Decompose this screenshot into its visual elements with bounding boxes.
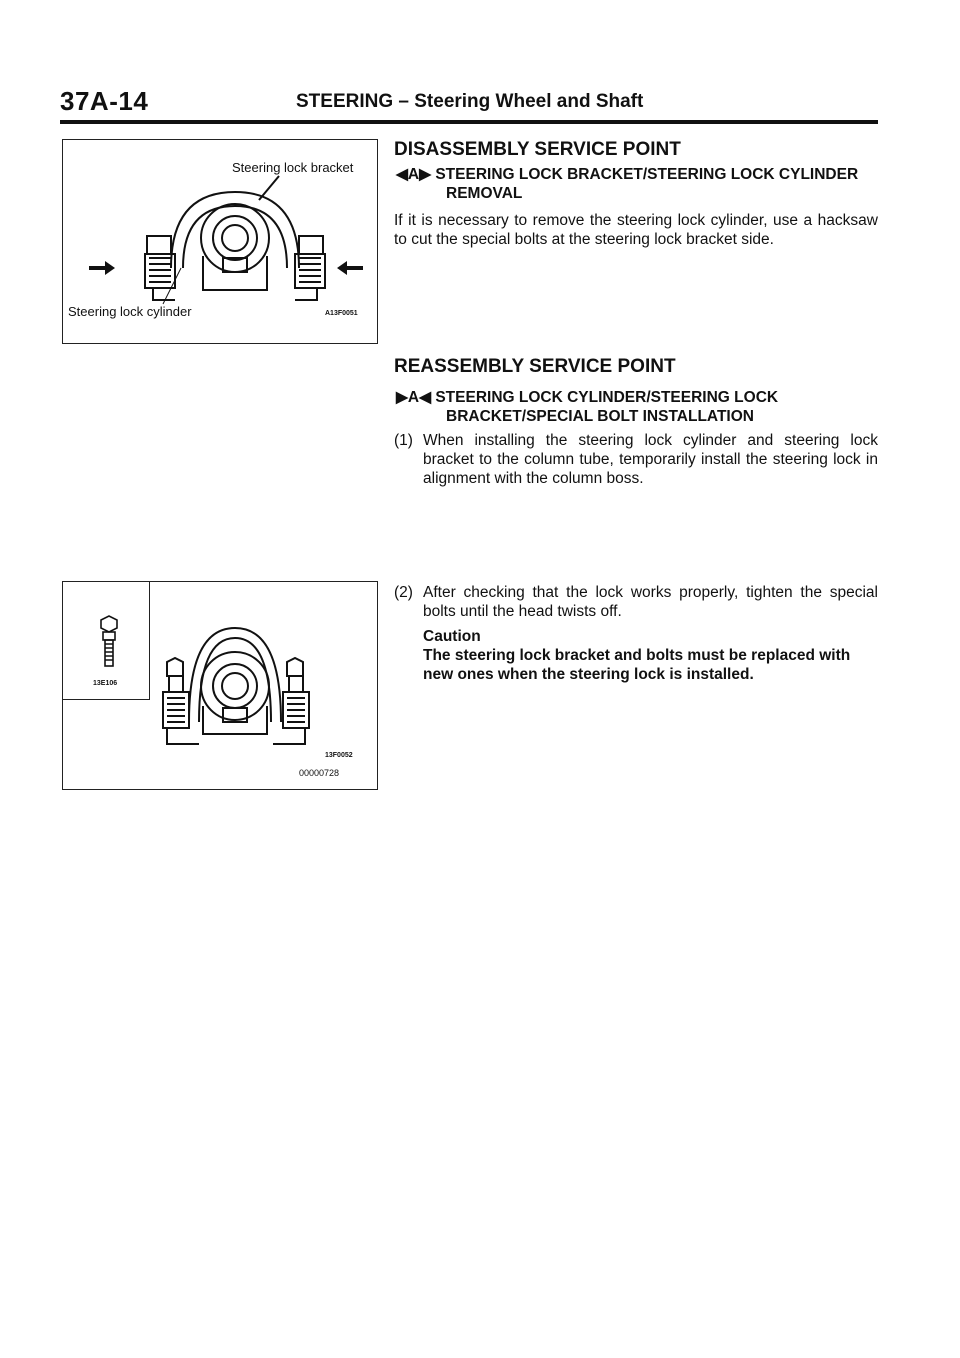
- figure-steering-lock-removal: [62, 139, 378, 344]
- step-2: [394, 583, 878, 621]
- caution-title: Caution: [423, 628, 481, 645]
- step-number: (1): [394, 432, 413, 449]
- page-number: 37A-14: [60, 86, 149, 116]
- inset-code: 13E106: [93, 680, 118, 687]
- section-title: STEERING – Steering Wheel and Shaft: [296, 91, 644, 112]
- label-steering-lock-bracket: Steering lock bracket: [232, 160, 354, 175]
- figure-number: 00000728: [299, 768, 340, 778]
- subheading-text: ◀A▶ STEERING LOCK BRACKET/STEERING LOCK CYLINDER REMOVAL: [396, 166, 859, 202]
- page-header: [60, 86, 878, 124]
- step-number: (2): [394, 584, 413, 601]
- disassembly-text: If it is necessary to remove the steering lock cylinder, use a hacksaw to cut the special bolts at the steering lock bracket side.: [394, 212, 878, 248]
- figure-code: A13F0051: [325, 310, 358, 317]
- caution-text: The steering lock bracket and bolts must be replaced with new ones when the steering lock is installed.: [423, 647, 851, 683]
- reassembly-subheading: [396, 388, 876, 426]
- reassembly-heading: REASSEMBLY SERVICE POINT: [394, 356, 676, 377]
- figure-steering-lock-installation: [62, 581, 378, 790]
- disassembly-heading: DISASSEMBLY SERVICE POINT: [394, 139, 681, 160]
- subheading-text: ▶A◀ STEERING LOCK CYLINDER/STEERING LOCK BRACKET/SPECIAL BOLT INSTALLATION: [396, 389, 779, 425]
- step-text: When installing the steering lock cylinder and steering lock bracket to the column tube, temporarily install the steering lock in alignment with the column boss.: [423, 432, 878, 487]
- disassembly-subheading: [396, 165, 876, 203]
- label-steering-lock-cylinder: Steering lock cylinder: [68, 304, 192, 319]
- figure-code: 13F0052: [325, 752, 353, 759]
- step-text: After checking that the lock works properly, tighten the special bolts until the head twists off.: [423, 584, 878, 620]
- step-1: [394, 431, 878, 488]
